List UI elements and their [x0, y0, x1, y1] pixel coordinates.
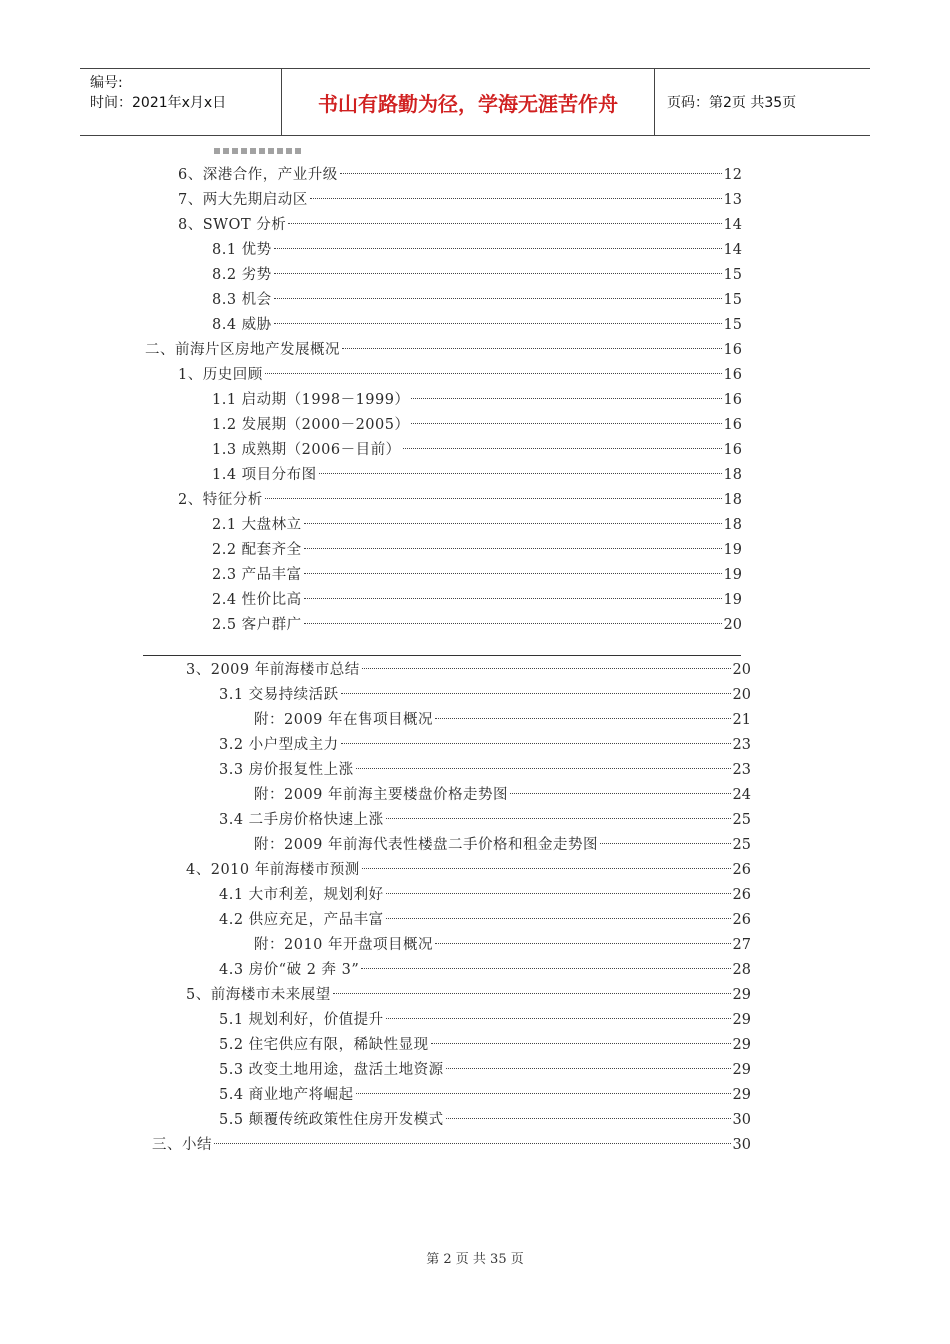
toc-entry-title: 8.1 优势: [212, 242, 272, 258]
toc-entry-title: 5.5 颠覆传统政策性住房开发模式: [219, 1112, 444, 1128]
toc-entry[interactable]: [212, 563, 742, 588]
toc-entry-page: 14: [723, 242, 742, 258]
toc-entry-page: 29: [732, 1037, 751, 1053]
toc-dot-leader: [304, 598, 722, 599]
toc-dot-leader: [342, 348, 722, 349]
toc-entry-title: 5.3 改变土地用途，盘活土地资源: [219, 1062, 444, 1078]
toc-entry-title: 3.3 房价报复性上涨: [219, 762, 354, 778]
toc-entry-title: 2.2 配套齐全: [212, 542, 302, 558]
toc-dot-leader: [446, 1118, 731, 1119]
toc-entry-page: 14: [723, 217, 742, 233]
toc-entry-page: 24: [732, 787, 751, 803]
toc-entry[interactable]: [212, 388, 742, 413]
toc-entry-page: 13: [723, 192, 742, 208]
toc-entry-title: 3.4 二手房价格快速上涨: [219, 812, 384, 828]
toc-dot-leader: [386, 1018, 731, 1019]
toc-entry-page: 26: [732, 912, 751, 928]
toc-entry[interactable]: [212, 513, 742, 538]
toc-entry-page: 15: [723, 267, 742, 283]
clipped-text-fragment: [214, 148, 304, 154]
toc-entry-title: 1.3 成熟期（2006－目前）: [212, 442, 401, 458]
toc-dot-leader: [288, 223, 721, 224]
toc-dot-leader: [304, 623, 722, 624]
toc-entry-title: 8.2 劣势: [212, 267, 272, 283]
header-meta: [80, 69, 282, 135]
toc-dot-leader: [431, 1043, 731, 1044]
toc-entry-page: 23: [732, 762, 751, 778]
toc-dot-leader: [274, 323, 722, 324]
toc-entry-page: 29: [732, 1062, 751, 1078]
toc-entry-page: 19: [723, 542, 742, 558]
toc-entry-title: 4、2010 年前海楼市预测: [186, 862, 360, 878]
header-motto: 书山有路勤为径，学海无涯苦作舟: [282, 69, 655, 135]
page-header: [80, 68, 870, 136]
toc-entry[interactable]: [219, 683, 751, 708]
toc-entry-page: 29: [732, 987, 751, 1003]
toc-dot-leader: [304, 523, 722, 524]
toc-entry-page: 20: [723, 617, 742, 633]
toc-entry-page: 29: [732, 1087, 751, 1103]
toc-entry[interactable]: [152, 1133, 751, 1158]
toc-entry-page: 28: [732, 962, 751, 978]
code-label: 编号:: [90, 75, 123, 91]
toc-entry[interactable]: [219, 1108, 751, 1133]
toc-entry[interactable]: [219, 958, 751, 983]
toc-entry-title: 1.1 启动期（1998－1999）: [212, 392, 410, 408]
toc-dot-leader: [341, 743, 731, 744]
toc-entry-page: 16: [723, 442, 742, 458]
toc-dot-leader: [356, 768, 731, 769]
toc-entry-title: 4.2 供应充足，产品丰富: [219, 912, 384, 928]
toc-dot-leader: [310, 198, 722, 199]
toc-dot-leader: [411, 423, 721, 424]
toc-entry[interactable]: [254, 833, 751, 858]
toc-entry-page: 30: [732, 1137, 751, 1153]
toc-entry[interactable]: [212, 588, 742, 613]
toc-entry-page: 16: [723, 367, 742, 383]
toc-dot-leader: [446, 1068, 731, 1069]
toc-entry[interactable]: [212, 438, 742, 463]
toc-entry-page: 21: [732, 712, 751, 728]
toc-entry[interactable]: [145, 338, 742, 363]
toc-entry-page: 12: [723, 167, 742, 183]
toc-entry[interactable]: [219, 1008, 751, 1033]
toc-entry[interactable]: [212, 463, 742, 488]
toc-entry-page: 25: [732, 812, 751, 828]
toc-entry-page: 27: [732, 937, 751, 953]
toc-entry-title: 2.3 产品丰富: [212, 567, 302, 583]
toc-entry-page: 15: [723, 292, 742, 308]
toc-entry-title: 三、小结: [152, 1137, 212, 1153]
toc-dot-leader: [362, 668, 731, 669]
toc-entry[interactable]: [178, 213, 742, 238]
toc-entry-title: 2、特征分析: [178, 492, 263, 508]
toc-dot-leader: [435, 943, 731, 944]
toc-entry-title: 4.1 大市利差，规划利好: [219, 887, 384, 903]
toc-dot-leader: [340, 173, 722, 174]
toc-entry-title: 附：2009 年前海主要楼盘价格走势图: [254, 787, 509, 803]
toc-dot-leader: [356, 1093, 731, 1094]
toc-dot-leader: [304, 548, 722, 549]
toc-entry[interactable]: [178, 163, 742, 188]
toc-entry[interactable]: [178, 188, 742, 213]
toc-dot-leader: [510, 793, 731, 794]
date-label: 时间：2021年x月x日: [90, 95, 227, 111]
toc-entry-title: 二、前海片区房地产发展概况: [145, 342, 340, 358]
toc-entry-title: 附：2009 年前海代表性楼盘二手价格和租金走势图: [254, 837, 599, 853]
toc-dot-leader: [386, 918, 731, 919]
toc-entry-page: 16: [723, 417, 742, 433]
toc-entry[interactable]: [254, 708, 751, 733]
toc-entry[interactable]: [178, 363, 742, 388]
toc-entry-page: 18: [723, 467, 742, 483]
toc-dot-leader: [319, 473, 722, 474]
toc-entry-page: 18: [723, 517, 742, 533]
toc-entry-title: 3.2 小户型成主力: [219, 737, 339, 753]
toc-entry-page: 20: [732, 687, 751, 703]
toc-entry-page: 26: [732, 862, 751, 878]
toc-entry-title: 3.1 交易持续活跃: [219, 687, 339, 703]
section-divider: [143, 655, 741, 656]
header-page-info: 页码：第2页 共35页: [667, 95, 797, 111]
toc-entry[interactable]: [219, 808, 751, 833]
toc-entry-title: 2.1 大盘林立: [212, 517, 302, 533]
toc-entry-title: 5.1 规划利好，价值提升: [219, 1012, 384, 1028]
toc-entry-page: 15: [723, 317, 742, 333]
toc-entry-title: 8.4 威胁: [212, 317, 272, 333]
toc-entry-title: 6、深港合作，产业升级: [178, 167, 338, 183]
toc-entry-title: 2.5 客户群广: [212, 617, 302, 633]
toc-entry-title: 8.3 机会: [212, 292, 272, 308]
toc-entry[interactable]: [212, 288, 742, 313]
toc-entry-title: 附：2010 年开盘项目概况: [254, 937, 434, 953]
toc-dot-leader: [333, 993, 731, 994]
toc-entry-title: 1.4 项目分布图: [212, 467, 317, 483]
page-footer: 第 2 页 共 35 页: [426, 1252, 524, 1267]
toc-entry[interactable]: [219, 733, 751, 758]
toc-entry-page: 16: [723, 342, 742, 358]
toc-entry-title: 8、SWOT 分析: [178, 217, 287, 233]
toc-entry-page: 19: [723, 592, 742, 608]
toc-dot-leader: [274, 298, 722, 299]
toc-entry-title: 1、历史回顾: [178, 367, 263, 383]
toc-entry[interactable]: [212, 313, 742, 338]
toc-entry[interactable]: [219, 1083, 751, 1108]
toc-entry[interactable]: [186, 983, 751, 1008]
toc-dot-leader: [341, 693, 731, 694]
toc-entry[interactable]: [186, 858, 751, 883]
toc-entry[interactable]: [212, 538, 742, 563]
toc-dot-leader: [386, 818, 731, 819]
toc-entry-title: 5.4 商业地产将崛起: [219, 1087, 354, 1103]
toc-entry[interactable]: [212, 613, 742, 638]
toc-entry-page: 26: [732, 887, 751, 903]
toc-entry-title: 7、两大先期启动区: [178, 192, 308, 208]
toc-dot-leader: [411, 398, 721, 399]
toc-entry-title: 4.3 房价“破 2 奔 3”: [219, 962, 360, 978]
toc-entry-page: 29: [732, 1012, 751, 1028]
toc-dot-leader: [435, 718, 731, 719]
toc-entry[interactable]: [254, 783, 751, 808]
toc-dot-leader: [600, 843, 731, 844]
toc-entry[interactable]: [219, 1058, 751, 1083]
toc-entry-page: 19: [723, 567, 742, 583]
toc-entry-page: 18: [723, 492, 742, 508]
toc-entry[interactable]: [219, 908, 751, 933]
toc-dot-leader: [265, 498, 722, 499]
toc-entry[interactable]: [212, 413, 742, 438]
toc-entry-page: 16: [723, 392, 742, 408]
toc-dot-leader: [274, 273, 722, 274]
toc-entry[interactable]: [219, 883, 751, 908]
toc-entry[interactable]: [219, 758, 751, 783]
toc-dot-leader: [274, 248, 722, 249]
toc-dot-leader: [265, 373, 722, 374]
toc-entry-title: 附：2009 年在售项目概况: [254, 712, 434, 728]
toc-entry-page: 30: [732, 1112, 751, 1128]
toc-entry[interactable]: [219, 1033, 751, 1058]
toc-entry-title: 1.2 发展期（2000－2005）: [212, 417, 410, 433]
toc-entry-title: 2.4 性价比高: [212, 592, 302, 608]
toc-dot-leader: [361, 968, 730, 969]
toc-entry-page: 25: [732, 837, 751, 853]
toc-entry-page: 20: [732, 662, 751, 678]
toc-dot-leader: [386, 893, 731, 894]
toc-entry-title: 5.2 住宅供应有限，稀缺性显现: [219, 1037, 429, 1053]
toc-entry[interactable]: [186, 658, 751, 683]
toc-entry[interactable]: [178, 488, 742, 513]
toc-entry-title: 3、2009 年前海楼市总结: [186, 662, 360, 678]
toc-dot-leader: [214, 1143, 731, 1144]
toc-entry[interactable]: [254, 933, 751, 958]
toc-dot-leader: [362, 868, 731, 869]
toc-entry-title: 5、前海楼市未来展望: [186, 987, 331, 1003]
toc-entry[interactable]: [212, 263, 742, 288]
toc-entry[interactable]: [212, 238, 742, 263]
toc-dot-leader: [304, 573, 722, 574]
toc-dot-leader: [403, 448, 722, 449]
toc-entry-page: 23: [732, 737, 751, 753]
